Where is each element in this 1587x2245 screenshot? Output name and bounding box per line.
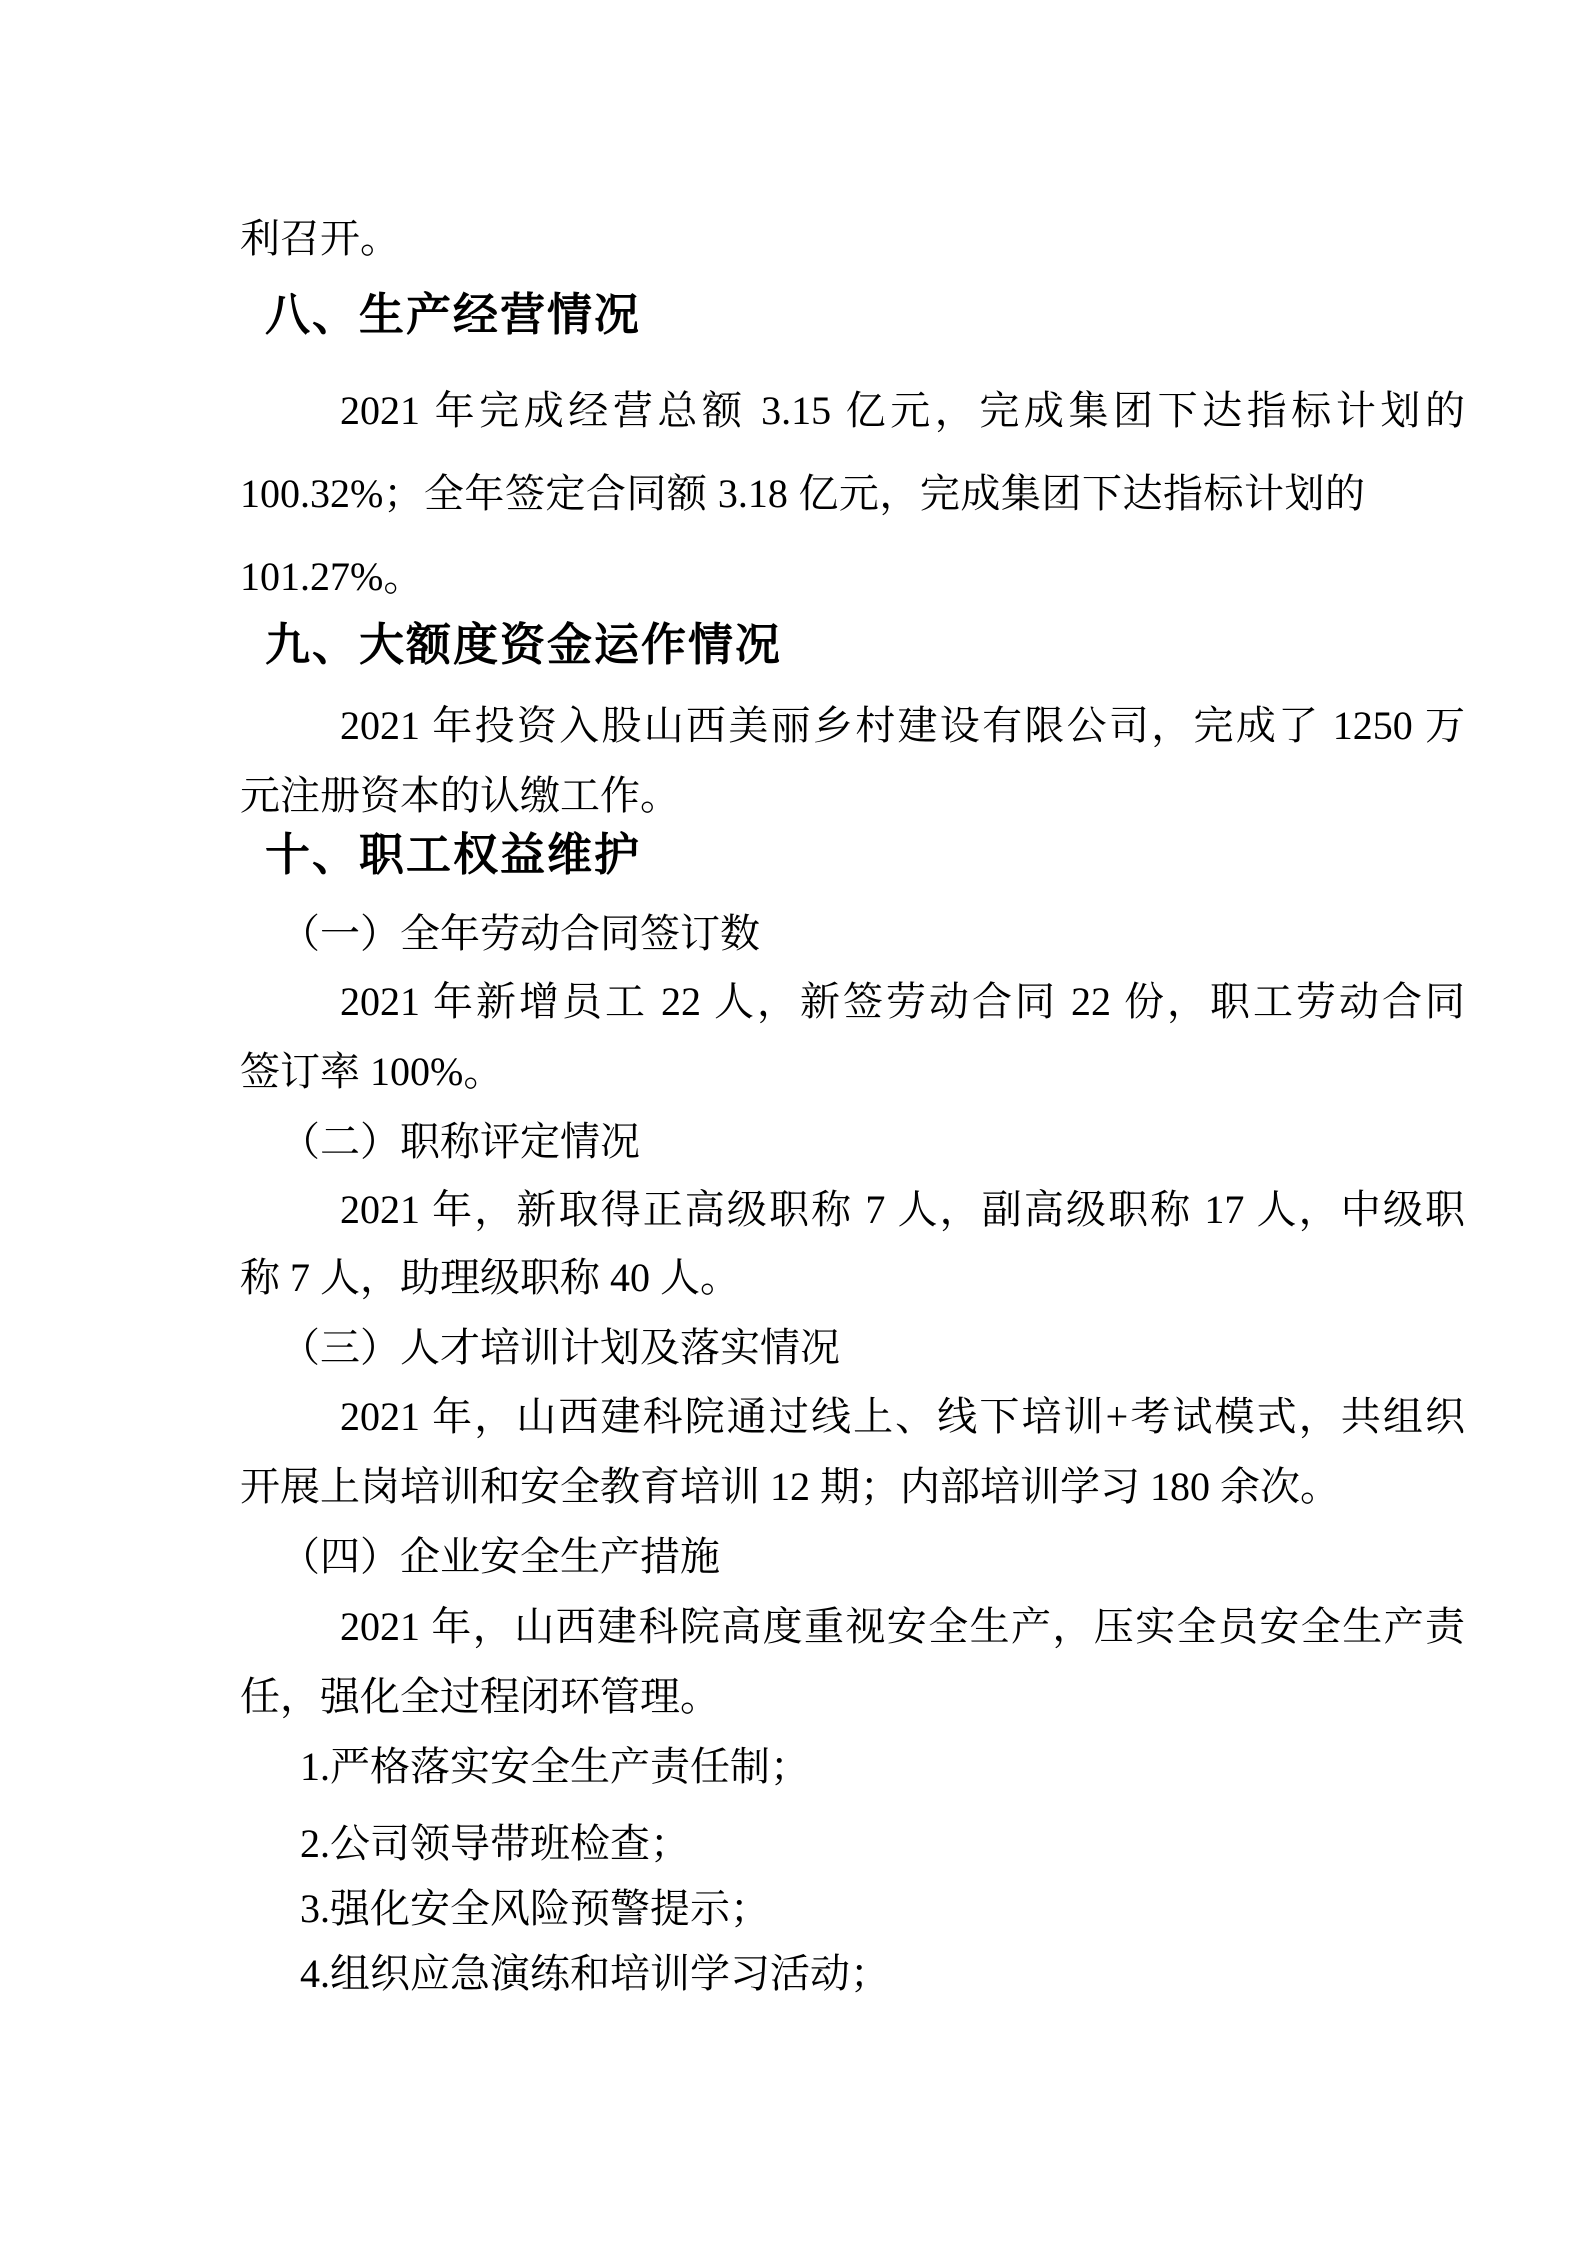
body-line: 101.27%。: [240, 554, 424, 599]
body-line: 2021 年投资入股山西美丽乡村建设有限公司，完成了 1250 万: [340, 703, 1465, 748]
subsection-heading-1: （一）全年劳动合同签订数: [280, 911, 760, 956]
numbered-item-2: 2.公司领导带班检查；: [300, 1821, 690, 1866]
paragraph-continuation-line: 利召开。: [240, 216, 400, 261]
section-heading-9: 九、大额度资金运作情况: [265, 619, 783, 670]
numbered-item-4: 4.组织应急演练和培训学习活动；: [300, 1951, 890, 1996]
subsection-heading-2: （二）职称评定情况: [280, 1119, 640, 1164]
section-heading-8: 八、生产经营情况: [265, 289, 642, 340]
body-line: 2021 年，山西建科院高度重视安全生产，压实全员安全生产责: [340, 1604, 1465, 1649]
body-line: 2021 年完成经营总额 3.15 亿元，完成集团下达指标计划的: [340, 388, 1465, 433]
body-line: 2021 年，山西建科院通过线上、线下培训+考试模式，共组织: [340, 1394, 1465, 1439]
numbered-item-3: 3.强化安全风险预警提示；: [300, 1886, 770, 1931]
subsection-heading-4: （四）企业安全生产措施: [280, 1534, 720, 1579]
body-line: 2021 年新增员工 22 人，新签劳动合同 22 份，职工劳动合同: [340, 979, 1465, 1024]
body-line: 任，强化全过程闭环管理。: [240, 1674, 720, 1719]
body-line: 签订率 100%。: [240, 1049, 504, 1094]
body-line: 100.32%；全年签定合同额 3.18 亿元，完成集团下达指标计划的: [240, 471, 1365, 516]
body-line: 开展上岗培训和安全教育培训 12 期；内部培训学习 180 余次。: [240, 1464, 1340, 1509]
subsection-heading-3: （三）人才培训计划及落实情况: [280, 1325, 840, 1370]
numbered-item-1: 1.严格落实安全生产责任制；: [300, 1744, 810, 1789]
body-line: 2021 年，新取得正高级职称 7 人，副高级职称 17 人，中级职: [340, 1187, 1465, 1232]
body-line: 元注册资本的认缴工作。: [240, 773, 680, 818]
body-line: 称 7 人，助理级职称 40 人。: [240, 1255, 740, 1300]
section-heading-10: 十、职工权益维护: [265, 829, 642, 880]
